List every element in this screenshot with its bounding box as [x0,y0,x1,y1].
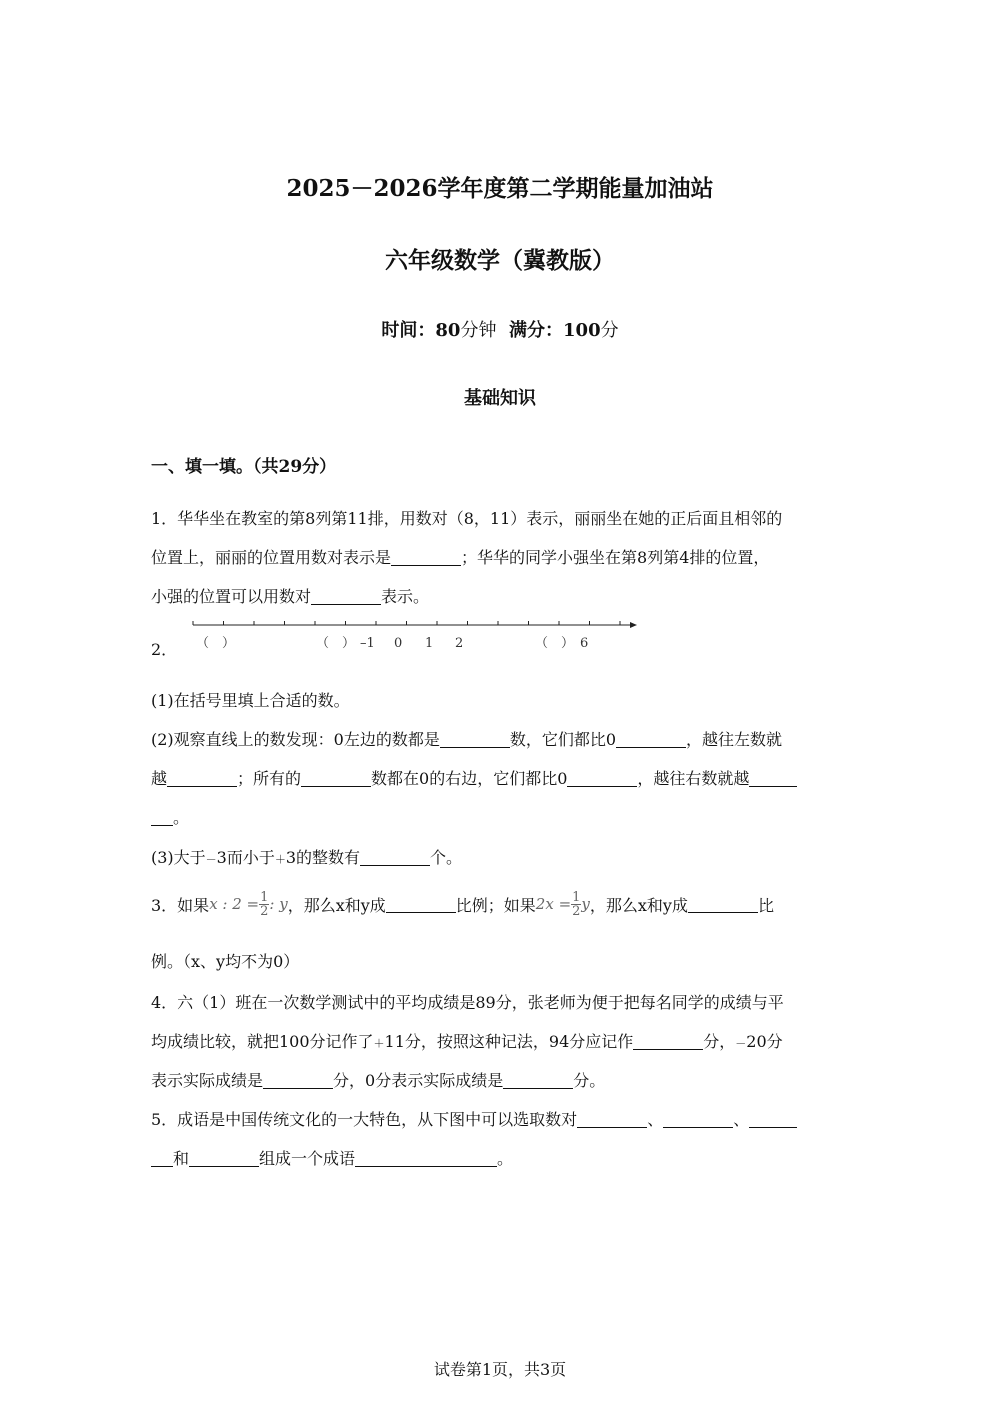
q3-text: 3．如果 [151,895,210,915]
answer-blank[interactable] [688,896,758,913]
q2-text: 3的整数有 [285,848,361,867]
q4-text: 分， [703,1032,736,1051]
answer-blank[interactable] [391,549,461,566]
q2-text: ；所有的 [237,769,302,788]
fraction-numerator: 1 [260,889,269,905]
numberline-label: 0 [394,636,403,651]
q1-line1: 1．华华坐在教室的第8列第11排，用数对（8，11）表示，丽丽坐在她的正后面且相邻的 [151,509,783,528]
answer-blank[interactable] [749,1111,797,1128]
q2-text: 个。 [430,848,463,867]
answer-blank[interactable] [503,1072,573,1089]
q2-text: ，越往左数就 [686,730,783,749]
section-title: 基础知识 [464,388,536,409]
q2-text: 。 [173,808,190,827]
part-heading: 一、填一填。（共29分） [151,457,337,477]
numberline-label: 6 [580,636,589,651]
q4-text: 分，0分表示实际成绩是 [333,1071,504,1090]
q4-text: 11分，按照这种记法，94分应记作 [384,1032,634,1051]
q1-text-d: 表示。 [381,587,430,606]
q2-text: (3)大于 [151,848,206,867]
q5-text: 5．成语是中国传统文化的一大特色，从下图中可以选取数对 [151,1110,578,1129]
q3-text: 比 [757,895,774,915]
q4-text: 20分 [746,1032,783,1051]
minus-sign: － [205,853,217,866]
q2-text: ，越往右数就越 [637,769,750,788]
q3-line2: 例。（x、y均不为0） [151,952,300,971]
q5-line2 [151,1146,513,1169]
answer-blank[interactable] [567,770,637,787]
answer-blank[interactable] [151,809,173,826]
q1-text-a: 位置上，丽丽的位置用数对表示是 [151,548,392,567]
q4-text: 均成绩比较，就把100分记作了 [151,1032,374,1051]
exam-time-score [0,316,1000,342]
q4-line2 [151,1029,783,1052]
answer-blank[interactable] [616,731,686,748]
score-value: 100 [563,320,601,341]
answer-blank[interactable] [151,1150,173,1167]
answer-blank[interactable] [301,770,371,787]
page-footer: 试卷第1页，共3页 [433,1360,567,1379]
exam-title: 2025－2026学年度第二学期能量加油站 [286,175,714,202]
math-expression: y [581,895,590,913]
q2-text: 数都在0的右边，它们都比0 [371,769,568,788]
numberline-label: –1 [360,636,375,651]
answer-blank[interactable] [577,1111,647,1128]
answer-blank[interactable] [749,770,797,787]
q2-text: (2)观察直线上的数发现：0左边的数都是 [151,730,440,749]
answer-blank[interactable] [663,1111,733,1128]
q3-text: ，那么x和y成 [287,895,386,915]
numberline-label: （ ） [196,636,236,651]
time-value: 80 [435,320,461,341]
q5-text: 。 [497,1149,514,1168]
q3-text: 比例；如果 [455,895,536,915]
math-expression: 2x = [535,895,572,913]
q4-line3 [151,1068,605,1091]
fraction-denominator: 2 [260,903,269,919]
plus-sign: ＋ [373,1037,385,1050]
time-unit: 分钟 [460,320,497,341]
answer-blank[interactable] [311,588,381,605]
answer-blank[interactable] [167,770,237,787]
q4-line1: 4．六（1）班在一次数学测试中的平均成绩是89分，张老师为便于把每名同学的成绩与平 [151,993,784,1012]
number-line-ticks [193,621,620,625]
score-unit: 分 [600,320,619,341]
q4-text: 表示实际成绩是 [151,1071,264,1090]
q5-text: 组成一个成语 [259,1149,356,1168]
q1-text-b: ；华华的同学小强坐在第8列第4排的位置， [461,548,770,567]
exam-subtitle: 六年级数学（冀教版） [385,247,615,274]
answer-blank[interactable] [263,1072,333,1089]
q2-text: 越 [151,769,168,788]
number-line-figure [185,614,645,654]
number-line-arrow [630,622,637,628]
fraction [259,891,269,918]
answer-blank[interactable] [633,1033,703,1050]
q2-part2-line3 [151,805,189,828]
q3-line1 [151,884,774,924]
minus-sign: － [735,1037,747,1050]
q2-part3 [151,845,462,868]
q2-part1: (1)在括号里填上合适的数。 [151,691,350,710]
q2-text: 3而小于 [216,848,275,867]
q1-text-c: 小强的位置可以用数对 [151,587,312,606]
q1-line3 [151,584,429,607]
answer-blank[interactable] [189,1150,259,1167]
q1-line2 [151,545,769,568]
answer-blank[interactable] [386,896,456,913]
score-label: 满分： [509,320,564,341]
plus-sign: ＋ [274,853,286,866]
q2-part2-line1 [151,727,782,750]
answer-blank[interactable] [355,1150,497,1167]
time-label: 时间： [381,320,436,341]
q4-text: 分。 [573,1071,606,1090]
numberline-label: （ ） [535,636,575,651]
fraction-numerator: 1 [572,889,581,905]
numberline-label: 2 [455,636,464,651]
q5-separator: 、 [733,1110,750,1129]
q3-text: ，那么x和y成 [589,895,688,915]
q2-part2-line2 [151,766,797,789]
q5-text: 和 [173,1149,190,1168]
q2-text: 数，它们都比0 [509,730,617,749]
q2-number: 2． [151,640,178,659]
math-expression: : y [269,895,288,913]
fraction [571,891,581,918]
q5-separator: 、 [647,1110,664,1129]
answer-blank[interactable] [360,849,430,866]
numberline-label: 1 [425,636,434,651]
numberline-label: （ ） [316,636,356,651]
q5-line1 [151,1107,797,1130]
math-expression: x : 2 = [209,895,260,913]
fraction-denominator: 2 [572,903,581,919]
answer-blank[interactable] [440,731,510,748]
